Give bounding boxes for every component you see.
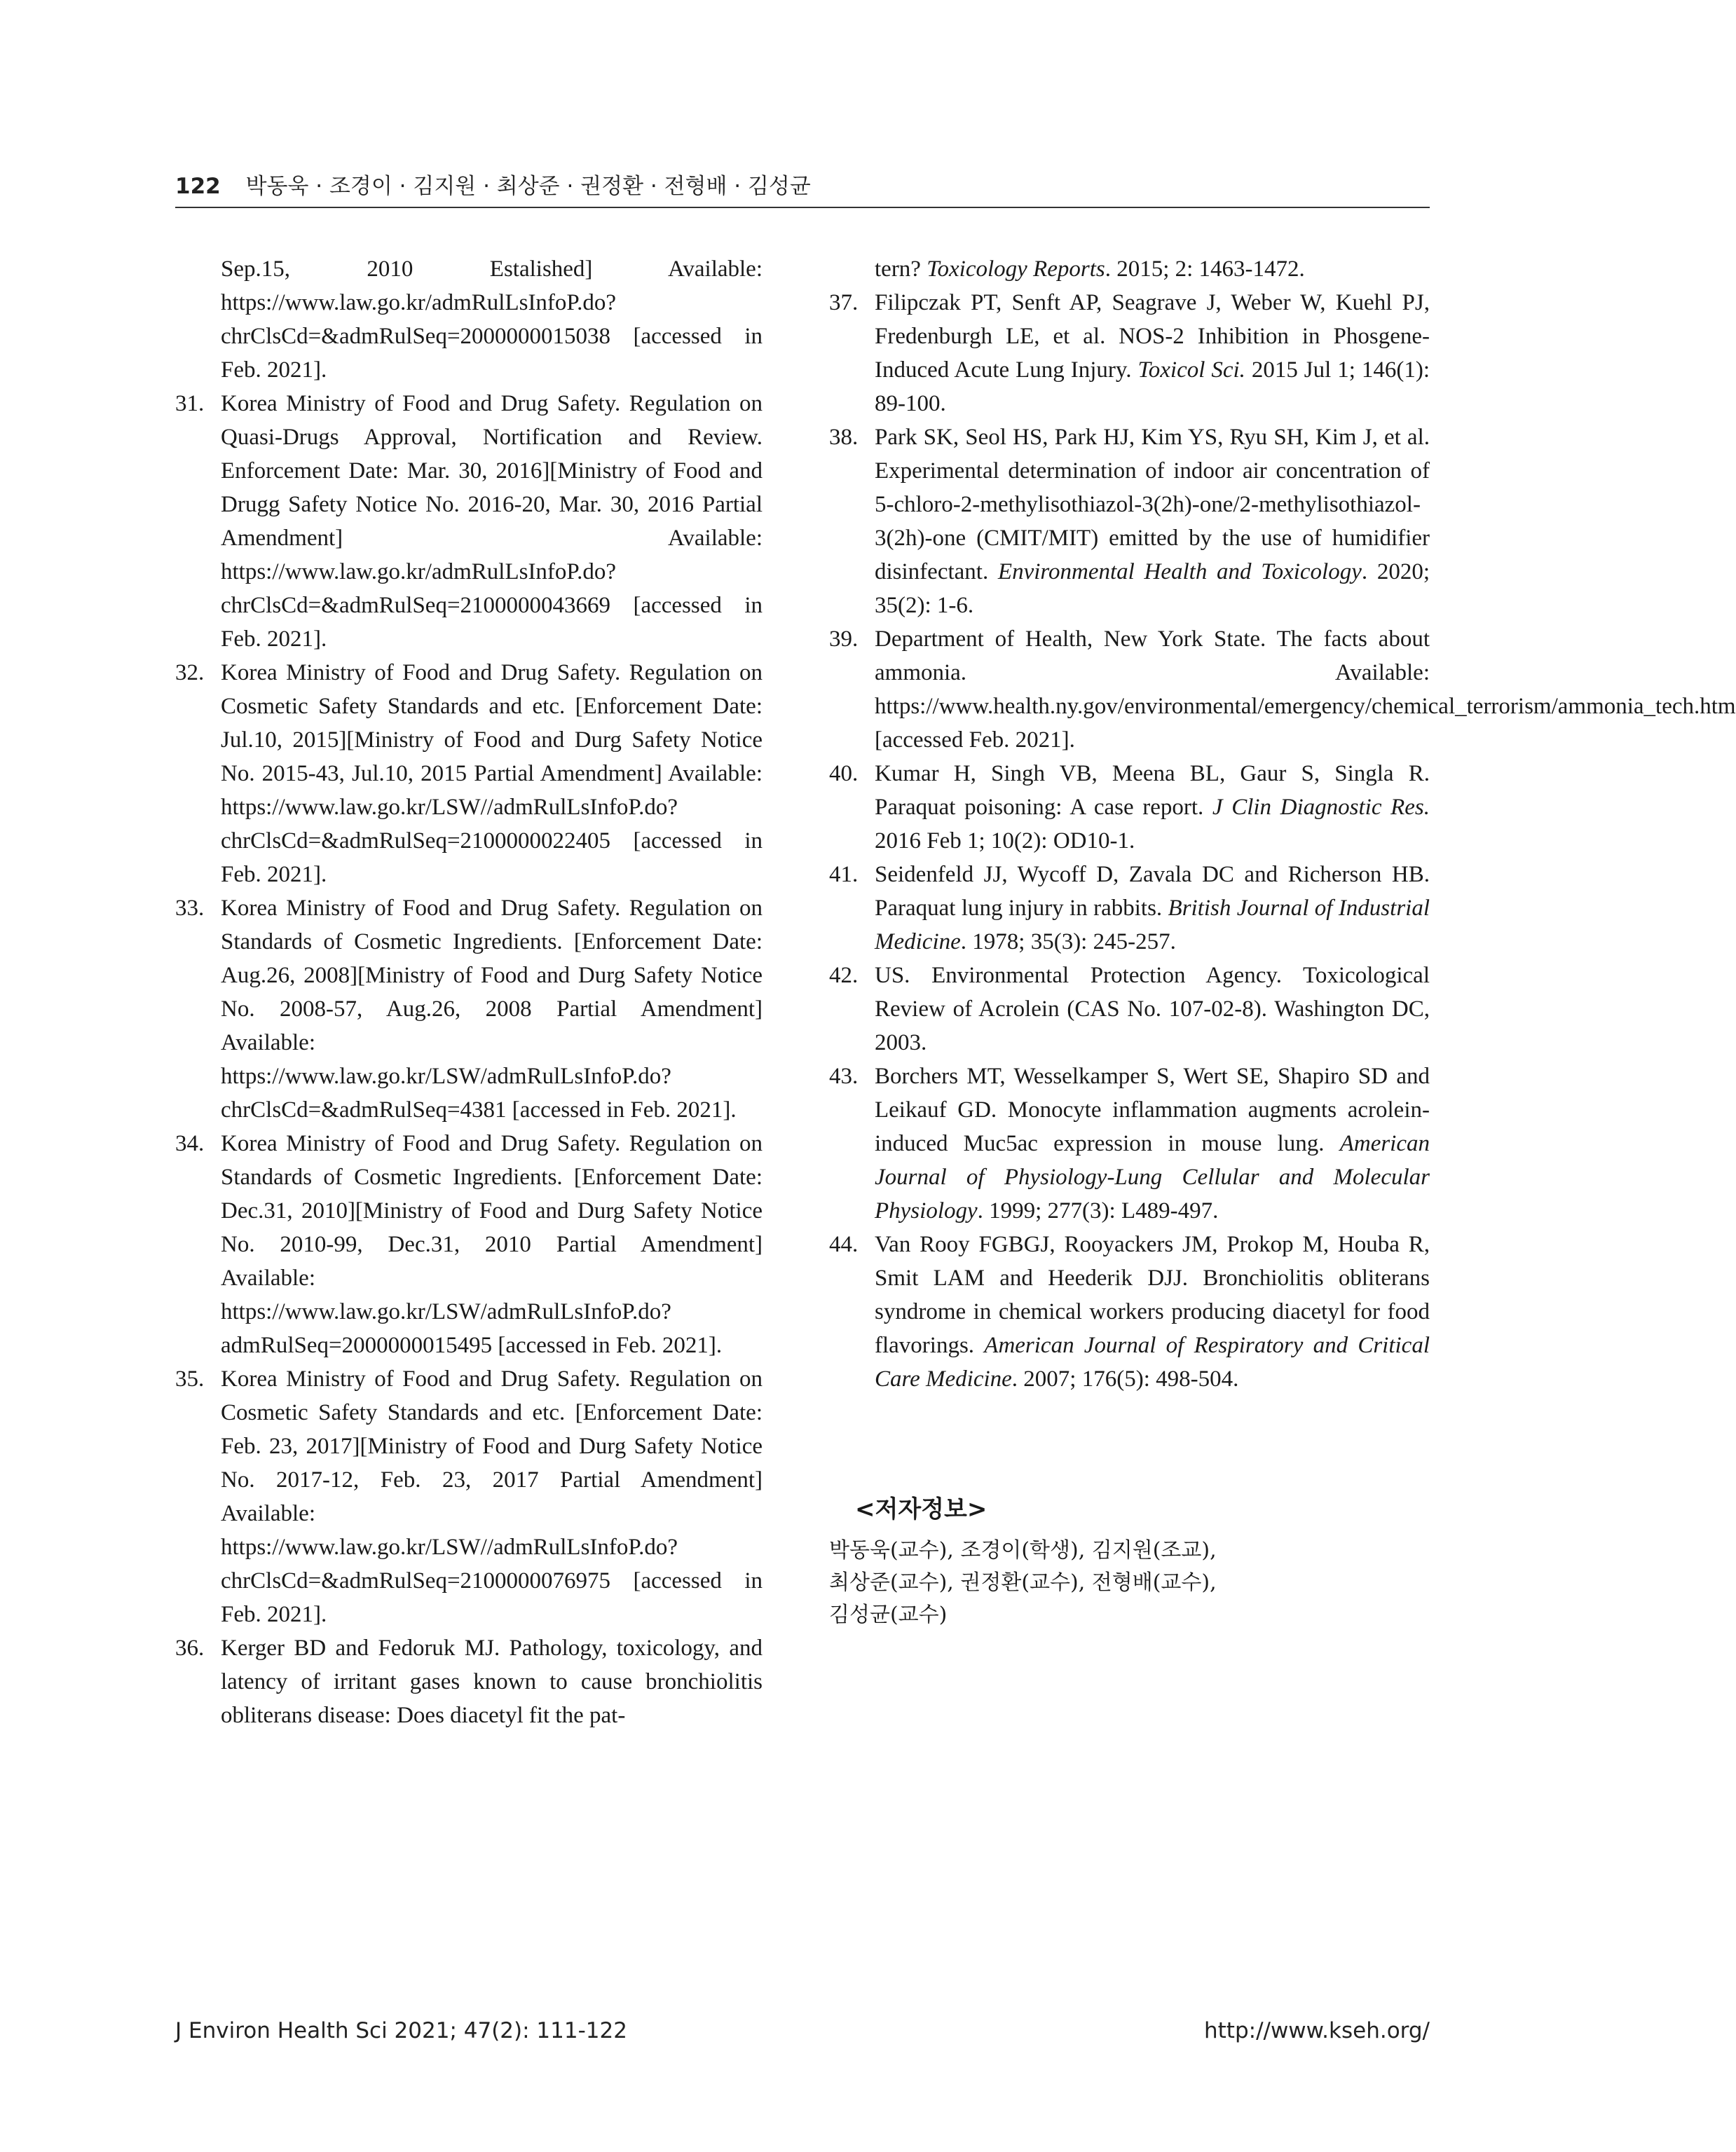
- reference-text: Sep.15, 2010 Estalished] Available: https://www.law.go.kr/admRulLsInfoP.do?chrClsCd=&admRulSeq=2000000015038 [accessed in Feb. 2021].: [221, 256, 763, 383]
- reference-item: [829, 959, 1430, 1060]
- reference-text: Korea Ministry of Food and Drug Safety. Regulation on Standards of Cosmetic Ingredients. [Enforcement Date: Aug.26, 2008][Ministry of Food and Durg Safety Notice No. 2008-57, Aug.26, 2008 Partial Amendment] Available: https://www.law.go.kr/LSW/admRulLsInfoP.do?chrClsCd=&admRulSeq=4381 [accessed in Feb. 2021].: [221, 896, 763, 1123]
- reference-number: 43.: [829, 1064, 859, 1089]
- reference-text: Korea Ministry of Food and Drug Safety. Regulation on Quasi-Drugs Approval, Nortification and Review. Enforcement Date: Mar. 30, 2016][Ministry of Food and Drugg Safety Notice No. 2016-20, Mar. 30, 2016 Partial Amendment] Available: https://www.law.go.kr/admRulLsInfoP.do?chrClsCd=&admRulSeq=2100000043669 [accessed in Feb. 2021].: [221, 391, 763, 652]
- reference-item: [175, 387, 763, 656]
- reference-number: 39.: [829, 626, 859, 652]
- reference-number: 34.: [175, 1131, 205, 1156]
- reference-text: Borchers MT, Wesselkamper S, Wert SE, Shapiro SD and Leikauf GD. Monocyte inflammation augments acrolein-induced Muc5ac expression in mouse lung. American Journal of Physiology-Lung Cellular and Molecular Physiology. 1999; 277(3): L489-497.: [875, 1064, 1430, 1224]
- reference-item: [829, 858, 1430, 959]
- reference-number: 38.: [829, 425, 859, 450]
- page-number: 122: [175, 174, 221, 199]
- footer-url[interactable]: http://www.kseh.org/: [1203, 2018, 1430, 2043]
- reference-number: 41.: [829, 862, 859, 887]
- reference-number: 36.: [175, 1636, 205, 1661]
- author-info-body: [829, 1535, 1430, 1631]
- reference-item: [175, 1362, 763, 1631]
- reference-item: [829, 286, 1430, 420]
- reference-text: Kerger BD and Fedoruk MJ. Pathology, toxicology, and latency of irritant gases known to cause bronchiolitis obliterans disease: Does diacetyl fit the pat-: [221, 1636, 763, 1728]
- reference-text: Department of Health, New York State. The facts about ammonia. Available: https://www.health.ny.gov/environmental/emergency/chemical_terrorism/ammonia_tech.htm [accessed Feb. 2021].: [875, 626, 1736, 753]
- reference-text: Park SK, Seol HS, Park HJ, Kim YS, Ryu SH, Kim J, et al. Experimental determination of indoor air concentration of 5-chloro-2-methylisothiazol-3(2h)-one/2-methylisothiazol-3(2h)-one (CMIT/MIT) emitted by the use of humidifier disinfectant. Environmental Health and Toxicology. 2020; 35(2): 1-6.: [875, 425, 1430, 618]
- reference-item: [829, 1228, 1430, 1396]
- reference-item: [829, 1060, 1430, 1228]
- reference-text: US. Environmental Protection Agency. Toxicological Review of Acrolein (CAS No. 107-02-8). Washington DC, 2003.: [875, 963, 1430, 1055]
- author-info-line: 김성균(교수): [829, 1603, 948, 1627]
- reference-text: Korea Ministry of Food and Drug Safety. Regulation on Standards of Cosmetic Ingredients. [Enforcement Date: Dec.31, 2010][Ministry of Food and Durg Safety Notice No. 2010-99, Dec.31, 2010 Partial Amendment] Available: https://www.law.go.kr/LSW/admRulLsInfoP.do?admRulSeq=2000000015495 [accessed in Feb. 2021].: [221, 1131, 763, 1358]
- reference-text: Kumar H, Singh VB, Meena BL, Gaur S, Singla R. Paraquat poisoning: A case report. J Clin Diagnostic Res. 2016 Feb 1; 10(2): OD10-1.: [875, 761, 1430, 854]
- reference-number: 42.: [829, 963, 859, 988]
- reference-item: [829, 622, 1736, 757]
- author-info-line: 최상준(교수), 권정환(교수), 전형배(교수),: [829, 1570, 1217, 1595]
- reference-number: 32.: [175, 660, 205, 685]
- author-info-title: <저자정보>: [855, 1495, 987, 1523]
- reference-item: [175, 1127, 763, 1362]
- reference-text: Seidenfeld JJ, Wycoff D, Zavala DC and Richerson HB. Paraquat lung injury in rabbits. British Journal of Industrial Medicine. 1978; 35(3): 245-257.: [875, 862, 1430, 954]
- reference-number: 44.: [829, 1232, 859, 1257]
- reference-item: [175, 656, 763, 891]
- references-right-column: [829, 252, 1736, 1396]
- reference-text: Korea Ministry of Food and Drug Safety. Regulation on Cosmetic Safety Standards and etc. [Enforcement Date: Jul.10, 2015][Ministry of Food and Durg Safety Notice No. 2015-43, Jul.10, 2015 Partial Amendment] Available: https://www.law.go.kr/LSW//admRulLsInfoP.do?chrClsCd=&admRulSeq=2100000022405 [accessed in Feb. 2021].: [221, 660, 763, 887]
- reference-number: 33.: [175, 896, 205, 921]
- reference-item: [829, 252, 1430, 286]
- author-info-line: 박동욱(교수), 조경이(학생), 김지원(조교),: [829, 1538, 1217, 1563]
- header-authors: 박동욱 · 조경이 · 김지원 · 최상준 · 권정환 · 전형배 · 김성균: [245, 174, 811, 199]
- reference-item: [175, 1631, 763, 1732]
- reference-text: tern? Toxicology Reports. 2015; 2: 1463-1472.: [875, 256, 1305, 282]
- reference-item: [829, 757, 1430, 858]
- reference-number: 40.: [829, 761, 859, 786]
- reference-number: 35.: [175, 1366, 205, 1392]
- footer-citation: J Environ Health Sci 2021; 47(2): 111-122: [175, 2018, 627, 2043]
- reference-item: [175, 891, 763, 1127]
- reference-item: [175, 252, 763, 387]
- reference-item: [829, 420, 1430, 622]
- reference-number: 37.: [829, 290, 859, 315]
- reference-text: Korea Ministry of Food and Drug Safety. Regulation on Cosmetic Safety Standards and etc. [Enforcement Date: Feb. 23, 2017][Ministry of Food and Durg Safety Notice No. 2017-12, Feb. 23, 2017 Partial Amendment] Available: https://www.law.go.kr/LSW//admRulLsInfoP.do?chrClsCd=&admRulSeq=2100000076975 [accessed in Feb. 2021].: [221, 1366, 763, 1627]
- reference-text: Filipczak PT, Senft AP, Seagrave J, Weber W, Kuehl PJ, Fredenburgh LE, et al. NOS-2 Inhibition in Phosgene-Induced Acute Lung Injury. Toxicol Sci. 2015 Jul 1; 146(1): 89-100.: [875, 290, 1430, 416]
- running-header: [175, 168, 1430, 200]
- reference-text: Van Rooy FGBGJ, Rooyackers JM, Prokop M, Houba R, Smit LAM and Heederik DJJ. Bronchiolitis obliterans syndrome in chemical workers producing diacetyl for food flavorings. American Journal of Respiratory and Critical Care Medicine. 2007; 176(5): 498-504.: [875, 1232, 1430, 1392]
- references-left-column: [175, 252, 763, 1732]
- reference-number: 31.: [175, 391, 205, 416]
- header-divider: [175, 207, 1430, 208]
